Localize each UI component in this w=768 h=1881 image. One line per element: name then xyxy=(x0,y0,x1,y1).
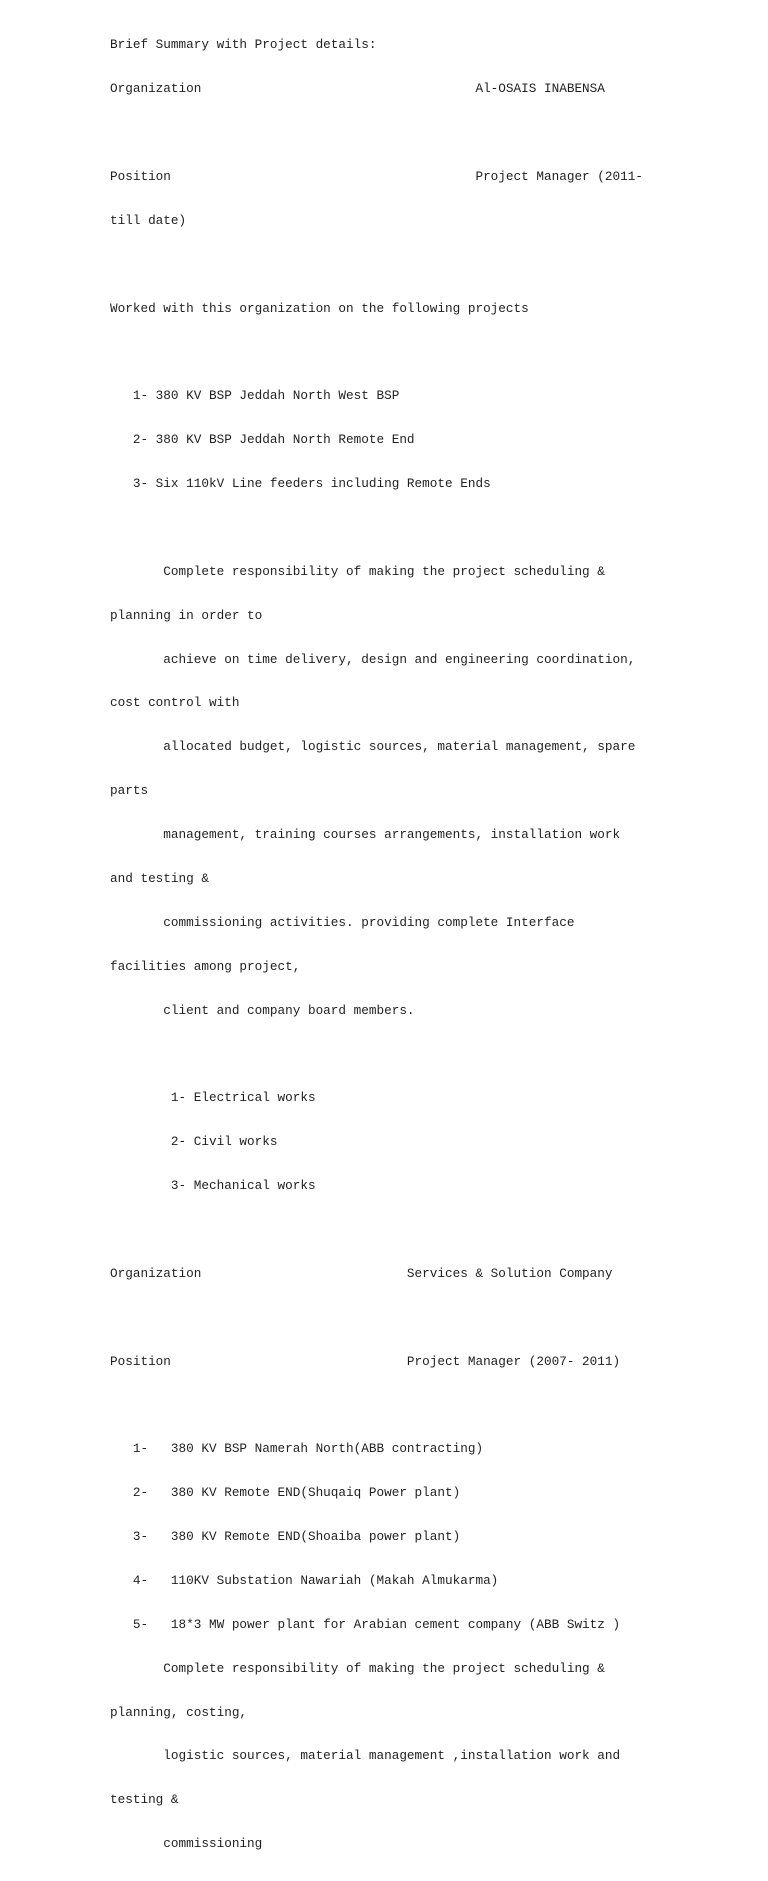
text-line-paragraph2: logistic sources, material management ,installation work and xyxy=(110,1748,621,1764)
text-line-paragraph1: allocated budget, logistic sources, material management, spare xyxy=(110,739,636,755)
text-line-position-2: Position Project Manager (2007- 2011) xyxy=(110,1353,621,1369)
text-line-paragraph2: Complete responsibility of making the project scheduling & xyxy=(110,1660,605,1676)
text-line-works-list-item3: 3- Mechanical works xyxy=(110,1178,316,1193)
text-line-blank xyxy=(110,1398,643,1413)
text-line-heading: Brief Summary with Project details: xyxy=(110,37,377,53)
text-line-project-list1-item3: 3- Six 110kV Line feeders including Remote Ends xyxy=(110,476,491,491)
text-line-project-list2-item1: 1- 380 KV BSP Namerah North(ABB contracting) xyxy=(110,1441,484,1457)
text-line-position-1-cont: till date) xyxy=(110,212,187,228)
text-line-paragraph1: planning in order to xyxy=(110,607,263,623)
text-line-works-list-item2: 2- Civil works xyxy=(110,1134,278,1150)
text-line-project-list2-item5: 5- 18*3 MW power plant for Arabian cement company (ABB Switz ) xyxy=(110,1616,621,1632)
text-line-blank xyxy=(110,1047,643,1062)
text-line-paragraph1: commissioning activities. providing complete Interface xyxy=(110,914,575,930)
text-line-blank xyxy=(110,1311,643,1326)
text-line-blank xyxy=(110,258,643,273)
text-line-paragraph1: and testing & xyxy=(110,870,209,886)
text-line-paragraph1: cost control with xyxy=(110,695,240,711)
text-line-project-list1-item1: 1- 380 KV BSP Jeddah North West BSP xyxy=(110,388,400,404)
text-line-intro: Worked with this organization on the following projects xyxy=(110,300,529,316)
text-line-organization-1: Organization Al-OSAIS INABENSA xyxy=(110,81,605,97)
text-line-paragraph2: commissioning xyxy=(110,1836,263,1852)
text-line-paragraph1: parts xyxy=(110,783,149,799)
text-line-blank xyxy=(110,521,643,536)
text-line-project-list2-item3: 3- 380 KV Remote END(Shoaiba power plant) xyxy=(110,1529,461,1544)
text-line-paragraph1: achieve on time delivery, design and engineering coordination, xyxy=(110,651,636,667)
text-line-paragraph1: facilities among project, xyxy=(110,958,301,974)
text-line-blank xyxy=(110,126,643,141)
text-line-project-list2-item4: 4- 110KV Substation Nawariah (Makah Almukarma) xyxy=(110,1572,499,1588)
text-line-paragraph2: testing & xyxy=(110,1792,179,1808)
text-line-blank xyxy=(110,1223,643,1238)
text-line-organization-2: Organization Services & Solution Company xyxy=(110,1265,613,1281)
text-line-position-1: Position Project Manager (2011- xyxy=(110,168,643,184)
text-line-paragraph1: management, training courses arrangements, installation work xyxy=(110,827,621,842)
text-line-project-list1-item2: 2- 380 KV BSP Jeddah North Remote End xyxy=(110,432,415,448)
text-line-project-list2-item2: 2- 380 KV Remote END(Shuqaiq Power plant) xyxy=(110,1485,461,1501)
text-line-paragraph1: client and company board members. xyxy=(110,1002,415,1018)
text-line-paragraph2: planning, costing, xyxy=(110,1704,248,1720)
text-line-paragraph1: Complete responsibility of making the project scheduling & xyxy=(110,563,605,579)
text-line-blank xyxy=(110,345,643,360)
text-line-works-list-item1: 1- Electrical works xyxy=(110,1090,316,1106)
resume-text-block xyxy=(110,9,643,1881)
